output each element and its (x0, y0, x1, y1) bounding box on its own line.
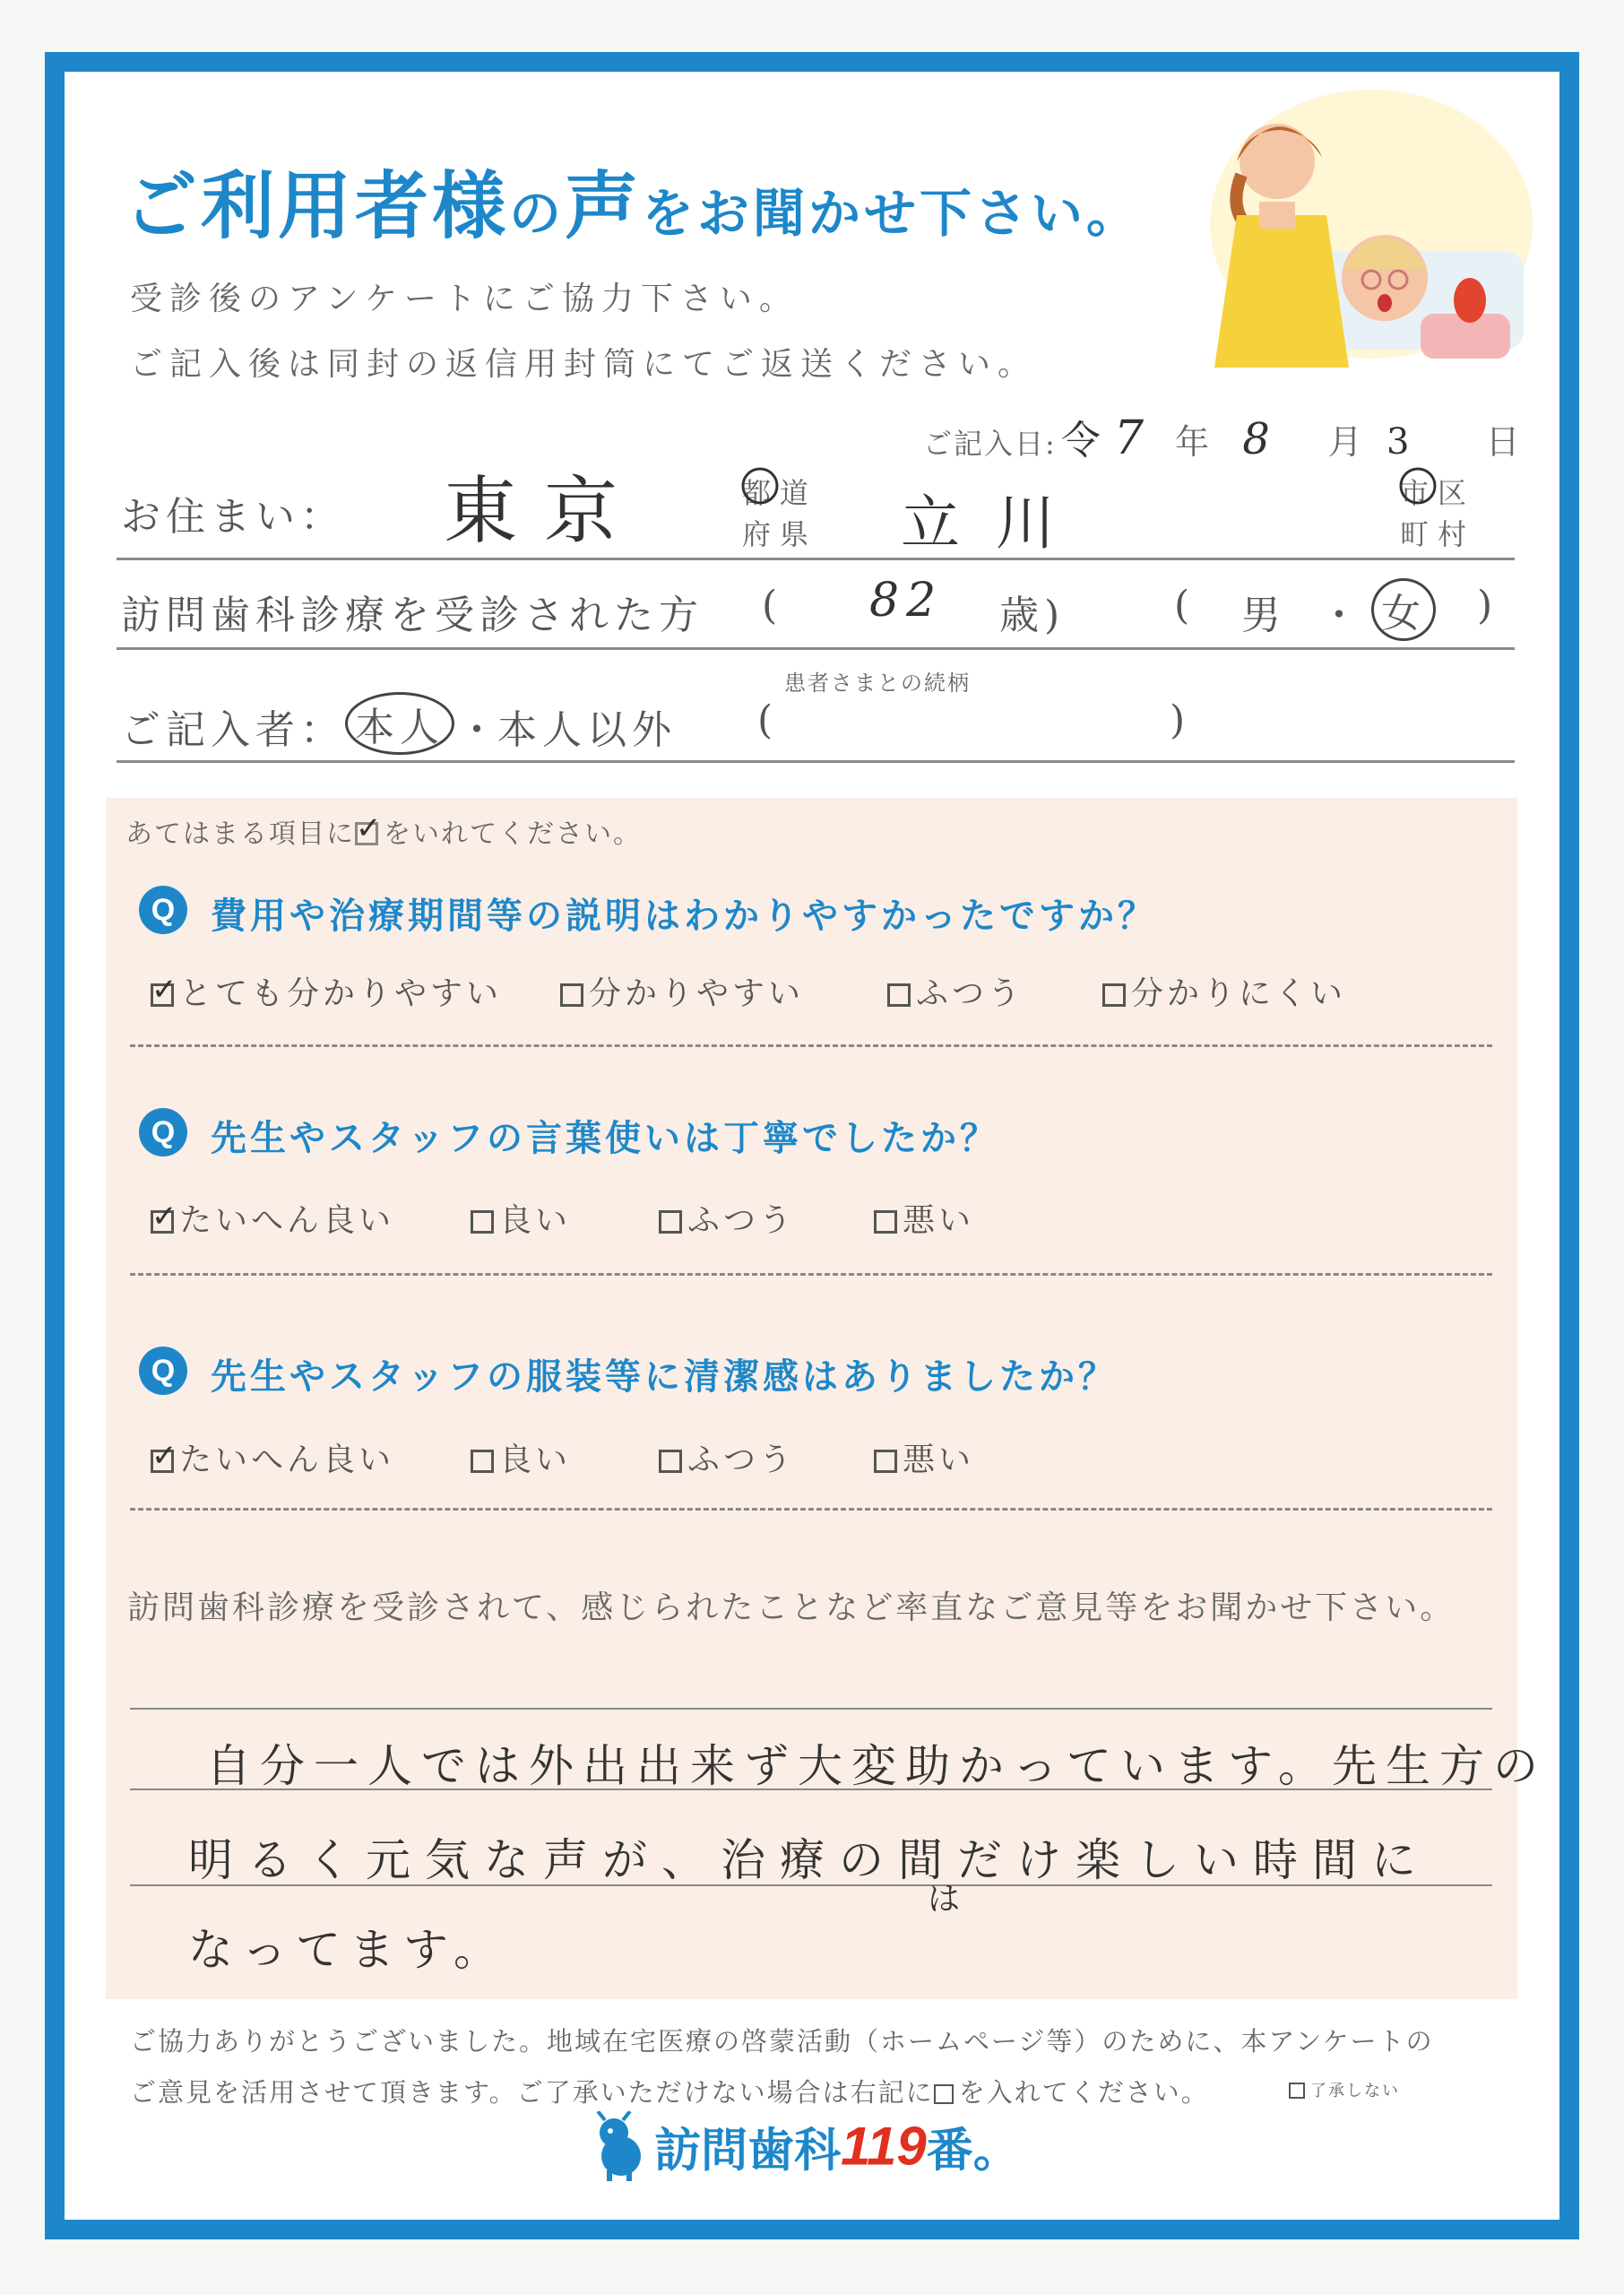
q2-option-3[interactable] (659, 1195, 795, 1241)
q3-option-2-checkbox[interactable] (471, 1450, 494, 1473)
entry-date-label: ご記入日: (923, 427, 1057, 461)
check-instructions (125, 811, 642, 851)
relation-note: 患者さまとの続柄 (784, 671, 971, 696)
entry-date-month-label: 月 (1327, 422, 1364, 462)
entry-date-day: 3 (1386, 421, 1410, 463)
prefecture-suffix-bottom: 府県 (742, 517, 818, 551)
q1-divider (130, 1044, 1492, 1047)
opinion-text-line-2: 明るく元気な声が、治療の間だけ楽しい時間に (188, 1834, 1430, 1886)
question-1-text: 費用や治療期間等の説明はわかりやすかったですか？ (211, 895, 1157, 937)
q2-option-3-checkbox[interactable] (659, 1210, 682, 1234)
brand-suffix: 番。 (926, 2125, 1020, 2178)
q1-option-4-checkbox[interactable] (1102, 983, 1126, 1007)
writer-label: ご記入者： (121, 707, 345, 753)
address-city: 立川 (901, 489, 1091, 558)
city-suffix-bottom: 町村 (1400, 517, 1476, 551)
sex-open-paren: ( (1174, 583, 1196, 628)
title-part-c: 声 (565, 164, 643, 249)
patient-rule (117, 647, 1515, 650)
entry-date-day-label: 日 (1485, 422, 1522, 462)
sex-separator: ・ (1319, 593, 1364, 638)
q1-option-3-label: ふつう (916, 975, 1024, 1012)
patient-age: 82 (869, 574, 944, 628)
q2-option-1-label: たいへん良い (179, 1202, 395, 1239)
q3-option-4[interactable] (874, 1434, 974, 1480)
question-3-text: 先生やスタッフの服装等に清潔感はありましたか？ (211, 1355, 1118, 1398)
entry-date-year-label: 年 (1175, 422, 1212, 462)
question-1-icon: Q (139, 886, 187, 934)
brand-name: 訪問歯科 (654, 2125, 842, 2178)
q1-option-3-checkbox[interactable] (887, 983, 911, 1007)
prefecture-selected-circle (740, 466, 780, 506)
prefecture-suffix-top: 都道 (742, 476, 818, 510)
city-suffix-top: 市区 (1400, 476, 1476, 510)
decline-label: 了承しない (1310, 2082, 1400, 2100)
subtitle-return: ご記入後は同封の返信用封筒にてご返送ください。 (130, 346, 1038, 383)
q3-option-4-label: 悪い (903, 1442, 975, 1478)
writer-separator: ・ (457, 707, 502, 753)
q1-option-4-label: 分かりにくい (1131, 975, 1347, 1012)
q3-option-2-label: 良い (499, 1442, 572, 1478)
q2-option-4-checkbox[interactable] (874, 1210, 897, 1234)
opinion-insert: は (928, 1881, 961, 1918)
subtitle-instructions: 受診後のアンケートにご協力下さい。 (130, 281, 799, 317)
q2-option-4[interactable] (874, 1195, 974, 1241)
q2-option-2-checkbox[interactable] (471, 1210, 494, 1234)
writer-other: 本人以外 (497, 707, 677, 753)
q3-option-2[interactable] (471, 1434, 571, 1480)
q2-option-4-label: 悪い (903, 1202, 975, 1239)
q3-option-1-label: たいへん良い (179, 1442, 395, 1478)
q1-option-2-checkbox[interactable] (560, 983, 583, 1007)
opinion-line-1 (130, 1708, 1492, 1710)
title-part-a: ご利用者様 (124, 164, 510, 249)
title-part-b: の (509, 183, 566, 244)
writer-rule (117, 760, 1515, 763)
q1-option-1-checkbox[interactable] (151, 983, 174, 1007)
q2-option-2[interactable] (471, 1195, 571, 1241)
consent-text-2 (130, 2073, 1209, 2109)
q1-option-1[interactable] (151, 968, 502, 1014)
q3-option-4-checkbox[interactable] (874, 1450, 897, 1473)
opinion-text-line-1: 自分一人では外出出来ず大変助かっています。先生方の (206, 1740, 1547, 1792)
writer-close-paren: ) (1170, 697, 1191, 743)
decline-checkbox[interactable] (1289, 2083, 1305, 2099)
opinion-prompt: 訪問歯科診療を受診されて、感じられたことなど率直なご意見等をお聞かせ下さい。 (127, 1589, 1456, 1626)
writer-self: 本人 (345, 692, 454, 755)
q1-option-2[interactable] (560, 968, 804, 1014)
entry-date-year: 7 (1113, 411, 1145, 465)
address-label: お住まい： (121, 494, 345, 540)
city-selected-circle (1398, 466, 1438, 506)
decline-option[interactable] (1289, 2078, 1400, 2101)
age-label: 歳) (999, 593, 1066, 638)
entry-date-month: 8 (1242, 414, 1270, 464)
sex-close-paren: ) (1477, 583, 1499, 628)
checkbox-example-icon (355, 822, 378, 845)
writer-open-paren: ( (757, 697, 779, 743)
consent-text-1: ご協力ありがとうございました。地域在宅医療の啓蒙活動（ホームページ等）のために、本アンケートの (130, 2026, 1434, 2057)
q1-option-3[interactable] (887, 968, 1024, 1014)
q3-divider (130, 1508, 1492, 1511)
q2-option-2-label: 良い (499, 1202, 572, 1239)
consent-text-2b: を入れてください。 (958, 2077, 1209, 2108)
caregiver-illustration (1174, 90, 1533, 368)
entry-date-era: 令 (1060, 418, 1101, 463)
q3-option-1-checkbox[interactable] (151, 1450, 174, 1473)
brand-number: 119 (841, 2116, 927, 2177)
question-3-icon: Q (139, 1347, 187, 1395)
q1-option-4[interactable] (1102, 968, 1346, 1014)
entry-date (923, 408, 1522, 465)
sex-male: 男 (1241, 593, 1286, 638)
question-2-icon: Q (139, 1108, 187, 1156)
page-title (124, 148, 1142, 253)
address-prefecture: 東京 (444, 469, 645, 554)
q3-option-3-label: ふつう (687, 1442, 796, 1478)
sex-female: 女 (1371, 578, 1436, 641)
opinion-text-line-3: なってます。 (188, 1924, 507, 1976)
deer-mascot-icon (587, 2111, 650, 2181)
q1-option-2-label: 分かりやすい (589, 975, 805, 1012)
sex-female-wrap (1371, 578, 1436, 641)
check-instructions-before: あてはまる項目に (125, 818, 355, 850)
brand-logo (587, 2111, 1020, 2181)
check-instructions-after: をいれてください。 (384, 818, 642, 850)
q1-option-1-label: とても分かりやすい (179, 975, 503, 1012)
q3-option-3[interactable] (659, 1434, 795, 1480)
q2-divider (130, 1273, 1492, 1276)
q2-option-1-checkbox[interactable] (151, 1210, 174, 1234)
title-part-d: をお聞かせ下さい。 (642, 183, 1143, 244)
patient-label: 訪問歯科診療を受診された方 (121, 593, 704, 638)
q3-option-3-checkbox[interactable] (659, 1450, 682, 1473)
consent-text-2a: ご意見を活用させて頂きます。ご了承いただけない場合は右記に (130, 2077, 934, 2108)
q3-option-1[interactable] (151, 1434, 394, 1480)
q2-option-3-label: ふつう (687, 1202, 796, 1239)
q2-option-1[interactable] (151, 1195, 394, 1241)
address-rule (117, 558, 1515, 560)
writer-self-wrap (345, 692, 454, 755)
question-2-text: 先生やスタッフの言葉使いは丁寧でしたか？ (211, 1117, 999, 1159)
age-open-paren: ( (762, 583, 783, 628)
consent-example-checkbox-icon (934, 2084, 954, 2104)
